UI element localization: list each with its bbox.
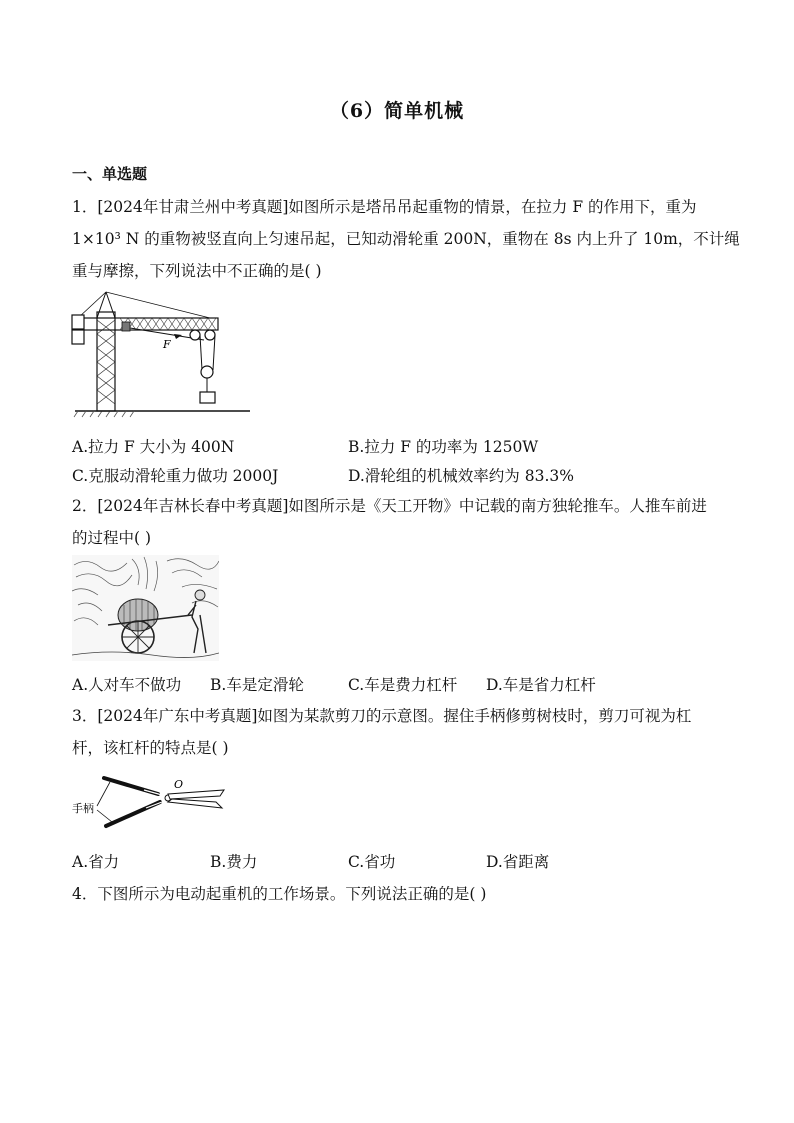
q3-stem-line2: 杆，该杠杆的特点是( ) <box>72 739 229 757</box>
q1-option-c[interactable]: C.克服动滑轮重力做功 2000J <box>72 467 279 485</box>
tower-crane-figure <box>70 290 255 420</box>
q3-option-d[interactable]: D.省距离 <box>486 853 550 871</box>
q2-option-c[interactable]: C.车是费力杠杆 <box>348 676 458 694</box>
q3-stem-line1: 3．[2024年广东中考真题]如图为某款剪刀的示意图。握住手柄修剪树枝时，剪刀可视为杠 <box>72 707 692 725</box>
q2-stem-line1: 2．[2024年吉林长春中考真题]如图所示是《天工开物》中记载的南方独轮推车。人推车前进 <box>72 497 707 515</box>
q1-stem-line1: 1．[2024年甘肃兰州中考真题]如图所示是塔吊吊起重物的情景，在拉力 F 的作用下，重为 <box>72 198 697 216</box>
q3-option-c[interactable]: C.省功 <box>348 853 396 871</box>
force-f-label: F <box>163 338 171 351</box>
q1-option-d[interactable]: D.滑轮组的机械效率约为 83.3% <box>348 467 574 485</box>
page-title: （6）简单机械 <box>329 100 465 122</box>
q1-stem-line2: 1×10³ N 的重物被竖直向上匀速吊起，已知动滑轮重 200N，重物在 8s 内上升了 10m，不计绳 <box>72 230 740 248</box>
pivot-o-label: O <box>174 778 184 791</box>
q2-option-b[interactable]: B.车是定滑轮 <box>210 676 304 694</box>
q1-option-a[interactable]: A.拉力 F 大小为 400N <box>72 438 235 456</box>
handle-label: 手柄 <box>72 802 94 815</box>
q1-stem-line3: 重与摩擦，下列说法中不正确的是( ) <box>72 262 322 280</box>
q4-stem-line1: 4．下图所示为电动起重机的工作场景。下列说法正确的是( ) <box>72 885 487 903</box>
q3-option-a[interactable]: A.省力 <box>72 853 120 871</box>
q3-option-b[interactable]: B.费力 <box>210 853 258 871</box>
q2-option-d[interactable]: D.车是省力杠杆 <box>486 676 596 694</box>
wheelbarrow-engraving-figure <box>72 555 219 661</box>
q2-option-a[interactable]: A.人对车不做功 <box>72 676 182 694</box>
q1-option-b[interactable]: B.拉力 F 的功率为 1250W <box>348 438 539 456</box>
q2-stem-line2: 的过程中( ) <box>72 529 152 547</box>
hedge-shears-figure <box>70 772 228 838</box>
section-heading: 一、单选题 <box>72 165 148 183</box>
